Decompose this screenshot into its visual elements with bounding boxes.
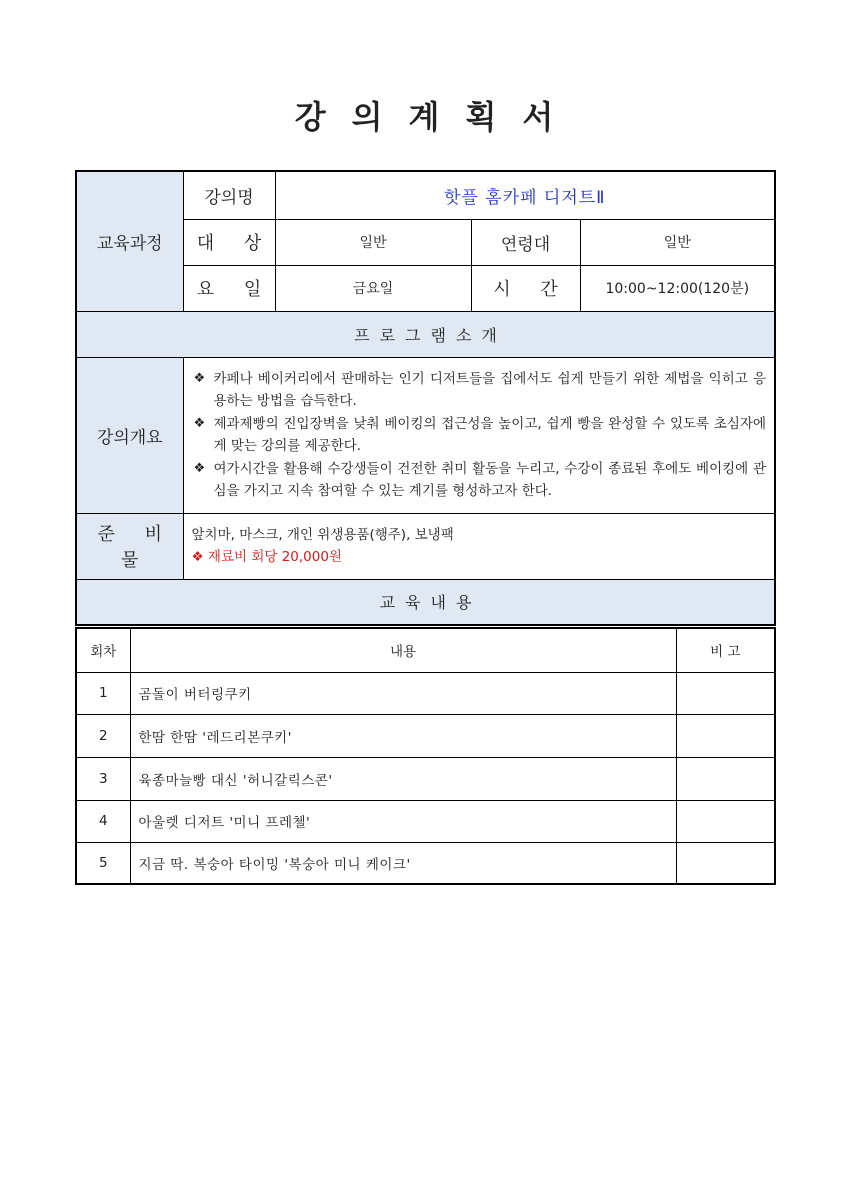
- overview-item-text: 여가시간을 활용해 수강생들이 건전한 취미 활동을 누리고, 수강이 종료된 후에도 베이킹에 관심을 가지고 지속 참여할 수 있는 계기를 형성하고자 한다.: [213, 460, 767, 499]
- material-fee-text: 재료비 회당 20,000원: [207, 549, 342, 565]
- prep-items: 앞치마, 마스크, 개인 위생용품(행주), 보냉팩: [191, 527, 454, 543]
- overview-item-text: 제과제빵의 진입장벽을 낮춰 베이킹의 접근성을 높이고, 쉽게 빵을 완성할 수 있도록 초심자에게 맞는 강의를 제공한다.: [213, 415, 767, 454]
- session-content: 아울렛 디저트 '미니 프레첼': [130, 800, 676, 842]
- table-row: [76, 842, 775, 884]
- table-row: [76, 757, 775, 800]
- session-content: 곰돌이 버터링쿠키: [130, 672, 676, 714]
- overview-item-text: 카페나 베이커리에서 판매하는 인기 디저트들을 집에서도 쉽게 만들기 위한 제법을 익히고 응용하는 방법을 습득한다.: [213, 370, 767, 409]
- curriculum-section-title: 교육내용: [76, 579, 775, 625]
- session-note: [676, 672, 775, 714]
- overview-label: 강의개요: [76, 357, 183, 513]
- session-content: 한땀 한땀 '레드리본쿠키': [130, 714, 676, 757]
- overview-item: [194, 458, 767, 503]
- session-content: 육종마늘빵 대신 '허니갈릭스콘': [130, 757, 676, 800]
- time-label: 시 간: [471, 265, 580, 311]
- prep-cell: [183, 513, 775, 579]
- day-value: 금요일: [275, 265, 471, 311]
- session-note: [676, 842, 775, 884]
- session-number: 5: [76, 842, 130, 884]
- session-note: [676, 757, 775, 800]
- session-number: 4: [76, 800, 130, 842]
- page-title: 강의계획서: [294, 98, 580, 136]
- overview-item: [194, 413, 767, 458]
- session-note: [676, 714, 775, 757]
- target-label: 대 상: [183, 219, 275, 265]
- day-label: 요 일: [183, 265, 275, 311]
- age-value: 일반: [580, 219, 775, 265]
- target-value: 일반: [275, 219, 471, 265]
- lecture-name-value: 핫플 홈카페 디저트Ⅱ: [275, 171, 775, 219]
- header-content: 내용: [130, 628, 676, 672]
- diamond-bullet-icon: ❖: [191, 549, 204, 565]
- session-note: [676, 800, 775, 842]
- program-section-title: 프로그램소개: [76, 311, 775, 357]
- session-number: 2: [76, 714, 130, 757]
- curriculum-table: [75, 627, 776, 885]
- course-label: 교육과정: [76, 171, 183, 311]
- diamond-bullet-icon: ❖: [193, 370, 206, 386]
- session-number: 3: [76, 757, 130, 800]
- overview-item: [194, 368, 767, 413]
- prep-label: 준 비 물: [76, 513, 183, 579]
- overview-list: [183, 357, 775, 513]
- time-value: 10:00~12:00(120분): [580, 265, 775, 311]
- material-fee: [192, 546, 767, 568]
- session-number: 1: [76, 672, 130, 714]
- table-row: [76, 800, 775, 842]
- header-note: 비 고: [676, 628, 775, 672]
- session-content: 지금 딱. 복숭아 타이밍 '복숭아 미니 케이크': [130, 842, 676, 884]
- header-session: 회차: [76, 628, 130, 672]
- diamond-bullet-icon: ❖: [193, 460, 206, 476]
- table-row: [76, 672, 775, 714]
- age-label: 연령대: [471, 219, 580, 265]
- lecture-plan-table: [75, 170, 776, 626]
- lecture-name-label: 강의명: [183, 171, 275, 219]
- diamond-bullet-icon: ❖: [193, 415, 206, 431]
- table-row: [76, 714, 775, 757]
